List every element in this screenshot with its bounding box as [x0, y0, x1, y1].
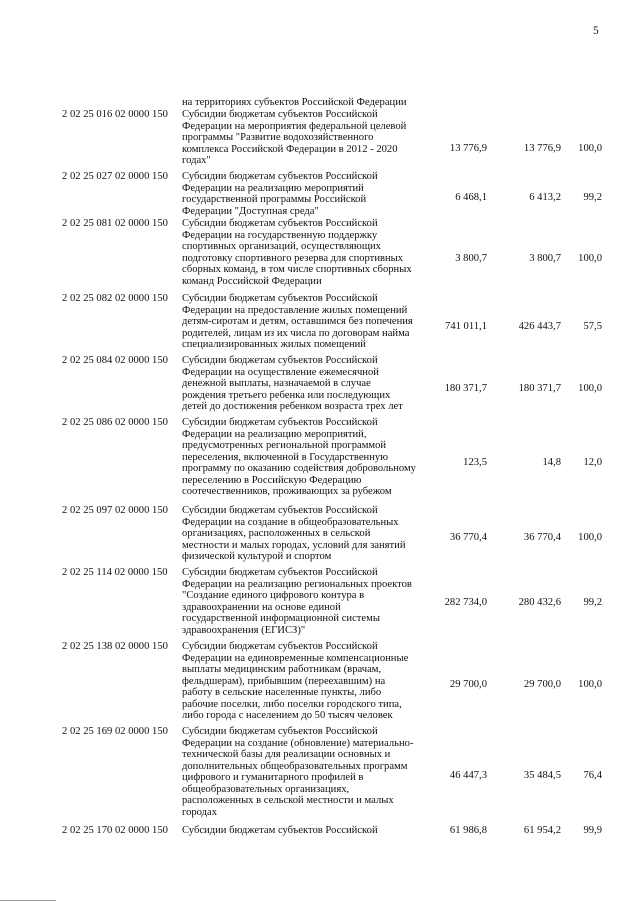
- executed-amount: 13 776,9: [523, 143, 561, 154]
- budget-code: 2 02 25 097 02 0000 150: [62, 505, 168, 516]
- budget-code: 2 02 25 082 02 0000 150: [62, 293, 168, 304]
- plan-amount: 29 700,0: [449, 679, 487, 690]
- execution-percent: 99,2: [583, 597, 602, 608]
- executed-amount: 14,8: [542, 457, 561, 468]
- execution-percent: 100,0: [578, 383, 602, 394]
- footer-rule: [0, 900, 56, 901]
- executed-amount: 61 954,2: [523, 825, 561, 836]
- row-description: Субсидии бюджетам субъектов Российской: [182, 825, 378, 836]
- budget-code: 2 02 25 084 02 0000 150: [62, 355, 168, 366]
- continuation-text: на территориях субъектов Российской Федерации: [182, 97, 407, 108]
- executed-amount: 6 413,2: [529, 192, 561, 203]
- execution-percent: 100,0: [578, 143, 602, 154]
- row-description: Субсидии бюджетам субъектов Российской Федерации на реализацию региональных проектов "Создание единого цифрового контура в здравоохранении на основе единой государственной информационной системы здравоохранения (ЕГИСЗ)": [182, 567, 412, 636]
- budget-code: 2 02 25 081 02 0000 150: [62, 218, 168, 229]
- row-description: Субсидии бюджетам субъектов Российской Федерации на реализацию мероприятий, предусмотренных региональной программой переселения, включенной в Государственную программу по оказанию содействия добровольному переселению в Российскую Федерацию соотечественников, проживающих за рубежом: [182, 417, 416, 498]
- execution-percent: 12,0: [583, 457, 602, 468]
- executed-amount: 3 800,7: [529, 253, 561, 264]
- plan-amount: 3 800,7: [455, 253, 487, 264]
- executed-amount: 29 700,0: [523, 679, 561, 690]
- row-description: Субсидии бюджетам субъектов Российской Федерации на единовременные компенсационные выплаты медицинским работникам (врачам, фельдшерам), прибывшим (переехавшим) на работу в сельские населенные пункты, либо рабочие поселки, либо поселки городского типа, либо города с населением до 50 тысяч человек: [182, 641, 409, 722]
- execution-percent: 99,2: [583, 192, 602, 203]
- executed-amount: 180 371,7: [518, 383, 561, 394]
- budget-code: 2 02 25 086 02 0000 150: [62, 417, 168, 428]
- execution-percent: 76,4: [583, 770, 602, 781]
- row-description: Субсидии бюджетам субъектов Российской Федерации на создание (обновление) материально- технической базы для реализации основных и дополнительных общеобразовательных программ цифрового и гуманитарного профилей в общеобразовательных организациях, расположенных в сельской местности и малых городах: [182, 726, 414, 818]
- plan-amount: 123,5: [463, 457, 487, 468]
- plan-amount: 282 734,0: [444, 597, 487, 608]
- row-description: Субсидии бюджетам субъектов Российской Федерации на создание в общеобразовательных организациях, расположенных в сельской местности и малых городах, условий для занятий физической культурой и спортом: [182, 505, 406, 563]
- budget-code: 2 02 25 170 02 0000 150: [62, 825, 168, 836]
- budget-code: 2 02 25 114 02 0000 150: [62, 567, 168, 578]
- budget-code: 2 02 25 138 02 0000 150: [62, 641, 168, 652]
- executed-amount: 426 443,7: [518, 321, 561, 332]
- budget-code: 2 02 25 169 02 0000 150: [62, 726, 168, 737]
- row-description: Субсидии бюджетам субъектов Российской Федерации на государственную поддержку спортивных организаций, осуществляющих подготовку спортивного резерва для спортивных сборных команд, в том числе спортивных сборных команд Российской Федерации: [182, 218, 412, 287]
- row-description: Субсидии бюджетам субъектов Российской Федерации на осуществление ежемесячной денежной выплаты, назначаемой в случае рождения третьего ребенка или последующих детей до достижения ребенком возраста трех лет: [182, 355, 403, 413]
- execution-percent: 100,0: [578, 253, 602, 264]
- plan-amount: 180 371,7: [444, 383, 487, 394]
- execution-percent: 100,0: [578, 532, 602, 543]
- budget-code: 2 02 25 027 02 0000 150: [62, 171, 168, 182]
- executed-amount: 36 770,4: [523, 532, 561, 543]
- execution-percent: 57,5: [583, 321, 602, 332]
- execution-percent: 99,9: [583, 825, 602, 836]
- plan-amount: 61 986,8: [449, 825, 487, 836]
- plan-amount: 36 770,4: [449, 532, 487, 543]
- row-description: Субсидии бюджетам субъектов Российской Федерации на реализацию мероприятий государственной программы Российской Федерации "Доступная среда": [182, 171, 378, 217]
- budget-code: 2 02 25 016 02 0000 150: [62, 109, 168, 120]
- execution-percent: 100,0: [578, 679, 602, 690]
- plan-amount: 741 011,1: [445, 321, 487, 332]
- plan-amount: 46 447,3: [449, 770, 487, 781]
- plan-amount: 13 776,9: [449, 143, 487, 154]
- plan-amount: 6 468,1: [455, 192, 487, 203]
- executed-amount: 280 432,6: [518, 597, 561, 608]
- row-description: Субсидии бюджетам субъектов Российской Федерации на мероприятия федеральной целевой программы "Развитие водохозяйственного комплекса Российской Федерации в 2012 - 2020 годах": [182, 109, 407, 167]
- executed-amount: 35 484,5: [523, 770, 561, 781]
- page-number: 5: [593, 25, 599, 37]
- row-description: Субсидии бюджетам субъектов Российской Федерации на предоставление жилых помещений детям-сиротам и детям, оставшимся без попечения родителей, лицам из их числа по договорам найма специализированных жилых помещений: [182, 293, 413, 351]
